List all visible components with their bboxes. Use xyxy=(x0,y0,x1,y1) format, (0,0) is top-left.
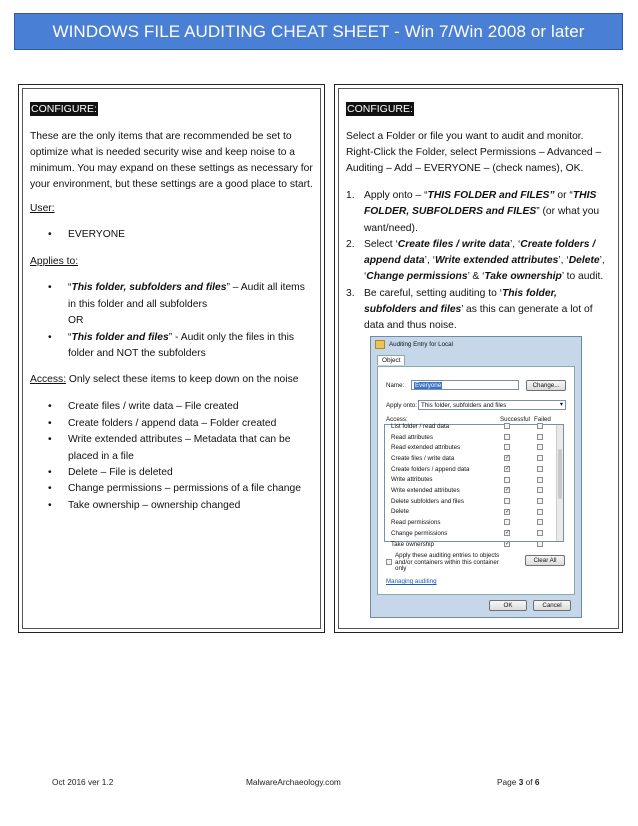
failed-checkbox[interactable] xyxy=(537,455,543,461)
cancel-button[interactable]: Cancel xyxy=(533,600,571,611)
failed-checkbox[interactable] xyxy=(537,487,543,493)
permission-name: List folder / read data xyxy=(391,422,450,430)
failed-checkbox[interactable] xyxy=(537,466,543,472)
permission-name: Create files / write data xyxy=(391,454,455,462)
list-item: • “This folder and files” - Audit only the files in this folder and NOT the subfolders xyxy=(30,330,314,363)
permission-row xyxy=(385,507,557,518)
access-note: Only select these items to keep down on the noise xyxy=(66,374,299,386)
permission-name: Write attributes xyxy=(391,476,433,484)
list-item: • Create folders / append data – Folder created xyxy=(30,416,314,432)
list-item: • Delete – File is deleted xyxy=(30,465,314,481)
permission-row xyxy=(385,421,557,432)
permission-row xyxy=(385,464,557,475)
folder-icon xyxy=(375,340,385,349)
apply-inherit-text: Apply these auditing entries to objects and/or containers within this container only xyxy=(395,552,500,573)
applies-to-label: Applies to: xyxy=(30,256,79,268)
tab-object[interactable]: Object xyxy=(377,355,405,365)
successful-checkbox[interactable] xyxy=(504,519,510,525)
footer-page-number: Page 3 of 6 xyxy=(497,777,540,787)
name-value: Everyone xyxy=(415,381,442,389)
applies-to-list xyxy=(30,280,314,362)
failed-checkbox[interactable] xyxy=(537,530,543,536)
successful-checkbox[interactable]: ✓ xyxy=(505,487,511,494)
right-intro-text: Select a Folder or file you want to audit and monitor. Right-Click the Folder, select Permissions – Advanced – Auditing – Add – EVERYONE – (check names), OK. xyxy=(346,131,602,174)
successful-checkbox[interactable]: ✓ xyxy=(505,465,511,472)
permission-name: Create folders / append data xyxy=(391,465,470,473)
successful-checkbox[interactable]: ✓ xyxy=(505,508,511,515)
footer-version: Oct 2016 ver 1.2 xyxy=(52,777,114,787)
auditing-entry-dialog xyxy=(370,336,582,618)
permission-row xyxy=(385,432,557,443)
left-panel-inner xyxy=(22,88,321,629)
access-column-label: Access: xyxy=(386,416,408,423)
list-item: • Write extended attributes – Metadata that can be placed in a file xyxy=(30,432,314,465)
successful-checkbox[interactable]: ✓ xyxy=(505,455,511,462)
name-label: Name: xyxy=(386,382,405,389)
permission-name: Read permissions xyxy=(391,519,441,527)
permissions-list[interactable] xyxy=(384,422,564,548)
failed-checkbox[interactable] xyxy=(537,519,543,525)
user-list xyxy=(30,227,314,243)
permission-row xyxy=(385,475,557,486)
apply-inherit-checkbox[interactable] xyxy=(386,559,392,565)
left-panel xyxy=(18,84,325,633)
permission-name: Write extended attributes xyxy=(391,487,460,495)
permission-name: Change permissions xyxy=(391,529,448,537)
successful-column-label: Successful xyxy=(500,416,530,423)
successful-checkbox[interactable] xyxy=(504,444,510,450)
permission-row xyxy=(385,528,557,539)
successful-checkbox[interactable] xyxy=(504,434,510,440)
permission-row xyxy=(385,496,557,507)
or-text: OR xyxy=(68,315,84,327)
failed-checkbox[interactable] xyxy=(537,498,543,504)
permission-row xyxy=(385,539,557,550)
page-title: WINDOWS FILE AUDITING CHEAT SHEET - Win 7/Win 2008 or later xyxy=(52,21,585,41)
permission-name: Take ownership xyxy=(391,540,434,548)
permission-name: Delete subfolders and files xyxy=(391,497,464,505)
failed-checkbox[interactable] xyxy=(537,423,543,429)
permission-row xyxy=(385,517,557,528)
permission-name: Read attributes xyxy=(391,433,433,441)
left-configure-header: CONFIGURE: xyxy=(31,103,97,115)
successful-checkbox[interactable]: ✓ xyxy=(505,530,511,536)
permission-name: Read extended attributes xyxy=(391,444,461,452)
successful-checkbox[interactable] xyxy=(504,477,510,483)
successful-checkbox[interactable] xyxy=(504,498,510,504)
access-label: Access: xyxy=(30,374,67,386)
change-button[interactable]: Change... xyxy=(526,380,566,391)
access-list xyxy=(30,399,314,514)
dialog-title: Auditing Entry for Local xyxy=(389,340,453,348)
apply-onto-select[interactable]: This folder, subfolders and files ▾ xyxy=(418,400,566,410)
ok-button[interactable]: OK xyxy=(489,600,527,611)
failed-checkbox[interactable] xyxy=(537,477,543,483)
permission-row xyxy=(385,442,557,453)
clear-all-button[interactable]: Clear All xyxy=(525,555,565,566)
permission-row xyxy=(385,453,557,464)
page-title-banner xyxy=(14,13,623,50)
list-item: • “This folder, subfolders and files” – Audit all items in this folder and all subfolders OR xyxy=(30,280,314,329)
step-item: 1. Apply onto – “THIS FOLDER and FILES” or “THIS FOLDER, SUBFOLDERS and FILES” (or what you want/need). xyxy=(346,190,600,234)
successful-checkbox[interactable]: ✓ xyxy=(505,540,511,547)
right-configure-header: CONFIGURE: xyxy=(347,103,413,115)
permission-name: Delete xyxy=(391,508,409,516)
scrollbar[interactable] xyxy=(556,425,563,541)
step-item: 2. Select ‘Create files / write data’, ‘Create folders / append data’, ‘Write extended attributes’, ‘Delete’, ‘Change permissions’ & ‘Take ownership’ to audit. xyxy=(346,238,605,283)
failed-checkbox[interactable] xyxy=(537,541,543,547)
chevron-down-icon: ▾ xyxy=(559,401,563,408)
failed-checkbox[interactable] xyxy=(537,434,543,440)
failed-checkbox[interactable] xyxy=(537,444,543,450)
permission-row xyxy=(385,485,557,496)
list-item: • Create files / write data – File created xyxy=(30,399,314,415)
footer-site: MalwareArchaeology.com xyxy=(246,777,341,787)
successful-checkbox[interactable] xyxy=(504,423,510,429)
dialog-body xyxy=(377,366,575,595)
list-item: • Take ownership – ownership changed xyxy=(30,498,314,514)
failed-checkbox[interactable] xyxy=(537,509,543,515)
apply-onto-label: Apply onto: xyxy=(386,402,417,409)
list-item: • Change permissions – permissions of a file change xyxy=(30,481,314,497)
dialog-titlebar xyxy=(371,337,581,351)
failed-column-label: Failed xyxy=(534,416,551,423)
managing-auditing-link[interactable]: Managing auditing xyxy=(386,578,437,585)
list-item: • EVERYONE xyxy=(30,227,314,243)
name-field[interactable] xyxy=(411,380,519,390)
step-item: 3. Be careful, setting auditing to ‘This folder, subfolders and files’ as this can generate a lot of data and thus noise. xyxy=(346,287,593,332)
left-intro-text: These are the only items that are recommended be set to optimize what is needed security wise and keep noise to a minimum. You may expand on these settings as necessary for your environment, but these settings are a good place to start. xyxy=(30,131,313,190)
steps-list xyxy=(346,188,612,335)
user-label: User: xyxy=(30,203,55,214)
